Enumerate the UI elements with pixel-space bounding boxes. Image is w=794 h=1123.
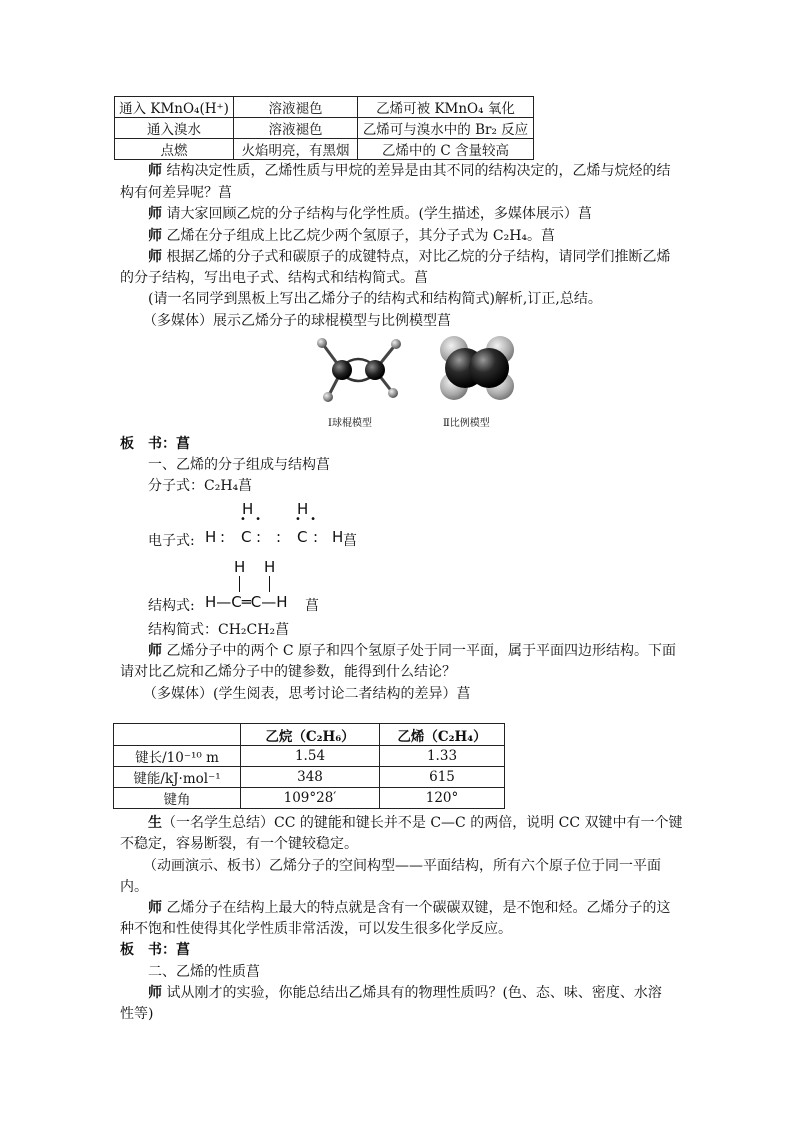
table-header-cell: 乙烯（C₂H₄） (380, 724, 505, 746)
paragraph: 师 试从刚才的实验，你能总结出乙烯具有的物理性质吗？(色、态、味、密度、水溶 (148, 985, 662, 1001)
structural-formula: H—C═C—H (205, 593, 288, 611)
table-row (115, 97, 534, 118)
electron-pair: : (313, 528, 319, 546)
table-header-row (114, 724, 505, 746)
structural-formula-end: 菖 (305, 598, 319, 614)
section-heading: 一、乙烯的分子组成与结构菖 (148, 457, 330, 473)
table-cell: 键能/kJ·mol⁻¹ (114, 767, 241, 788)
table-cell: 点燃 (115, 139, 234, 160)
table-cell: 键长/10⁻¹⁰ m (114, 746, 241, 767)
paragraph: 性等) (120, 1006, 154, 1022)
board-heading: 板 书：菖 (120, 436, 190, 452)
bond-line (239, 576, 240, 592)
board-heading: 板 书：菖 (120, 942, 190, 958)
table-cell: 键角 (114, 788, 241, 809)
electron-formula-end: 菖 (343, 533, 357, 549)
simple-formula: 结构简式：CH₂CH₂菖 (148, 622, 290, 638)
paragraph: 内。 (120, 879, 148, 895)
electron-c-right: C (297, 528, 308, 546)
paragraph: 请对比乙烷和乙烯分子中的键参数，能得到什么结论？ (120, 664, 456, 680)
electron-pair: : (220, 528, 226, 546)
table-cell: 溶液褪色 (234, 118, 358, 139)
electron-h-left: H (205, 528, 217, 546)
electron-h-right: H (332, 528, 344, 546)
caption-ball-stick: Ⅰ球棍模型 (328, 418, 372, 429)
table-row (114, 746, 505, 767)
table-cell: 火焰明亮，有黑烟 (234, 139, 358, 160)
paragraph: (请一名同学到黑板上写出乙烯分子的结构式和结构简式)解析,订正,总结。 (148, 291, 602, 307)
table-cell: 1.54 (241, 746, 380, 767)
paragraph: 师 乙烯在分子组成上比乙烷少两个氢原子，其分子式为 C₂H₄。菖 (148, 228, 556, 244)
bond-parameter-table (113, 723, 505, 809)
electron-dots: • • (295, 514, 319, 525)
table-header-cell (114, 724, 241, 746)
paragraph: 种不饱和性使得其化学性质非常活泼，可以发生很多化学反应。 (120, 921, 512, 937)
table-row (115, 118, 534, 139)
paragraph: 师 结构决定性质，乙烯性质与甲烷的差异是由其不同的结构决定的，乙烯与烷烃的结 (148, 163, 671, 179)
molecular-formula: 分子式：C₂H₄菖 (148, 478, 253, 494)
electron-formula-label: 电子式: (148, 533, 195, 549)
table-header-cell: 乙烷（C₂H₆） (241, 724, 380, 746)
table-cell: 通入 KMnO₄(H⁺) (115, 97, 234, 118)
electron-h-top: H (297, 500, 309, 518)
table-cell: 120° (380, 788, 505, 809)
paragraph: 师 乙烯分子在结构上最大的特点就是含有一个碳碳双键，是不饱和烃。乙烯分子的这 (148, 900, 671, 916)
table-cell: 乙烯可被 KMnO₄ 氧化 (358, 97, 534, 118)
table-cell: 615 (380, 767, 505, 788)
table-row (114, 788, 505, 809)
table-cell: 乙烯中的 C 含量较高 (358, 139, 534, 160)
table-cell: 109°28′ (241, 788, 380, 809)
table-cell: 溶液褪色 (234, 97, 358, 118)
electron-pair: : (276, 528, 282, 546)
section-heading: 二、乙烯的性质菖 (148, 964, 260, 980)
paragraph: 师 请大家回顾乙烷的分子结构与化学性质。(学生描述，多媒体展示）菖 (148, 206, 592, 222)
experiment-table (114, 96, 534, 160)
electron-c-left: C (241, 528, 252, 546)
struct-h-top: H (234, 558, 246, 576)
table-cell: 1.33 (380, 746, 505, 767)
electron-h-top: H (242, 500, 254, 518)
structural-formula-label: 结构式: (148, 598, 195, 614)
ball-stick-model-image (300, 330, 420, 412)
bond-line (269, 576, 270, 592)
table-cell: 348 (241, 767, 380, 788)
electron-pair: : (256, 528, 262, 546)
table-cell: 通入溴水 (115, 118, 234, 139)
space-filling-model-image (432, 330, 522, 408)
paragraph: （多媒体）展示乙烯分子的球棍模型与比例模型菖 (143, 313, 451, 329)
electron-dots: • • (240, 514, 264, 525)
paragraph: 师 乙烯分子中的两个 C 原子和四个氢原子处于同一平面，属于平面四边形结构。下面 (148, 643, 677, 659)
paragraph: （动画演示、板书）乙烯分子的空间构型——平面结构，所有六个原子位于同一平面 (143, 858, 661, 874)
paragraph: 师 根据乙烯的分子式和碳原子的成键特点，对比乙烷的分子结构，请同学们推断乙烯 (148, 249, 671, 265)
table-row (114, 767, 505, 788)
paragraph: 不稳定，容易断裂，有一个键较稳定。 (120, 836, 358, 852)
table-cell: 乙烯可与溴水中的 Br₂ 反应 (358, 118, 534, 139)
paragraph: 构有何差异呢？菖 (120, 185, 232, 201)
struct-h-top: H (264, 558, 276, 576)
paragraph: 的分子结构，写出电子式、结构式和结构简式。菖 (120, 270, 428, 286)
table-row (115, 139, 534, 160)
paragraph: 生（一名学生总结）CC 的键能和键长并不是 C—C 的两倍，说明 CC 双键中有一个键 (148, 815, 683, 831)
paragraph: （多媒体）(学生阅表，思考讨论二者结构的差异）菖 (143, 686, 471, 702)
caption-space-filling: Ⅱ比例模型 (443, 418, 490, 429)
